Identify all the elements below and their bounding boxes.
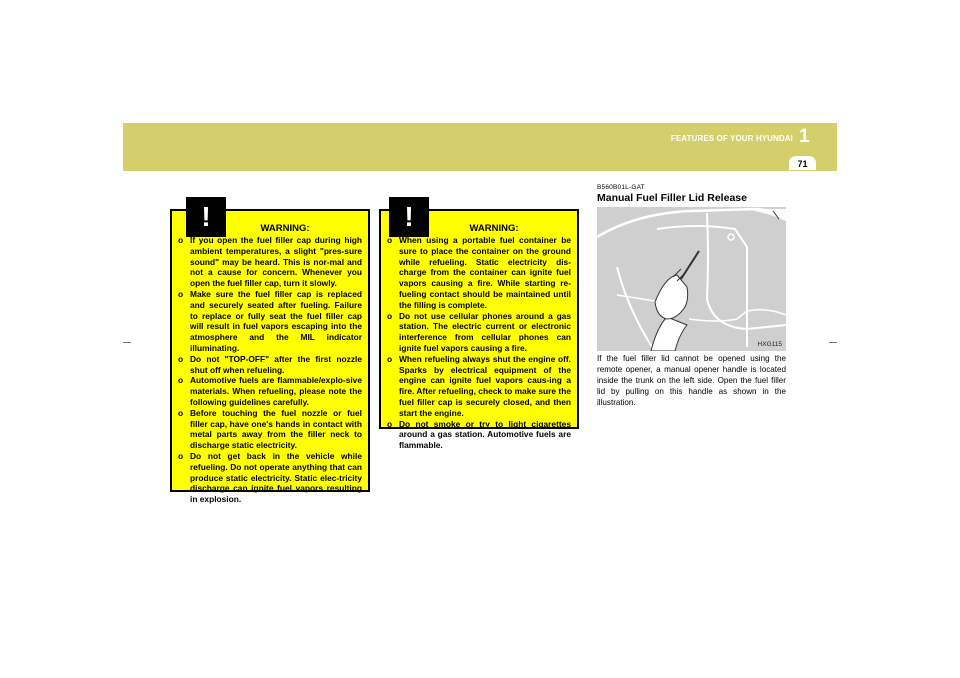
crop-mark-right	[829, 342, 837, 343]
warning-item-text: Do not use cellular phones around a gas station. The electric current or electronic interference from cellular phones can ignite fuel vapors causing a fire.	[399, 310, 571, 353]
section-title: FEATURES OF YOUR HYUNDAI	[670, 134, 793, 143]
bullet: o	[178, 450, 184, 461]
warning-item-text: When using a portable fuel container be sure to place the container on the ground while refueling. Static electricity dis-charge from the container can ignite fuel vapors causing a fire. While starting re-fueling contact should be maintained until the filling is complete.	[399, 235, 571, 310]
warning-item-text: Do not get back in the vehicle while refueling. Do not operate anything that can produce static electricity. Static elec-tricity discharge can ignite fuel vapors resulting in explosion.	[190, 450, 362, 505]
warning-item-text: Automotive fuels are flammable/explo-sive materials. When refueling, please note the following guidelines carefully.	[190, 375, 362, 407]
warning-item	[387, 311, 571, 354]
bullet: o	[178, 235, 184, 245]
bullet: o	[387, 235, 393, 245]
figure-label: HXG115	[757, 341, 782, 348]
section-body: If the fuel filler lid cannot be opened using the remote opener, a manual opener handle is located inside the trunk on the left side. Open the fuel filler lid by pulling on this handle as shown in the illustration.	[597, 354, 786, 407]
warning-icon: !	[389, 197, 429, 237]
warning-item-text: If you open the fuel filler cap during high ambient temperatures, a slight "pres-sure sound" may be heard. This is nor-mal and not a cause for concern. Whenever you open the fuel filler cap, turn it slowly.	[190, 235, 362, 289]
warning-item	[178, 375, 362, 407]
bullet: o	[178, 407, 184, 418]
bullet: o	[178, 375, 184, 386]
bullet: o	[178, 353, 184, 364]
warning-item	[387, 354, 571, 419]
warning-item-text: Do not smoke or try to light cigarettes around a gas station. Automotive fuels are flammable.	[399, 418, 571, 451]
section-heading: Manual Fuel Filler Lid Release	[597, 192, 747, 204]
section-number: 1	[799, 126, 810, 147]
crop-mark-left	[123, 342, 131, 343]
warning-item-text: When refueling always shut the engine off. Sparks by electrical equipment of the engine can ignite fuel vapors caus-ing a fire. After refueling, check to make sure the fuel filler cap is securely closed, and then start the engine.	[399, 353, 571, 418]
warning-box-right	[379, 201, 579, 451]
bullet: o	[387, 418, 393, 429]
warning-item	[178, 451, 362, 505]
bullet: o	[178, 288, 184, 299]
warning-item	[178, 354, 362, 376]
warning-title: WARNING:	[469, 223, 519, 234]
bullet: o	[387, 310, 393, 321]
section-code: B560B01L-GAT	[597, 184, 645, 191]
warning-title: WARNING:	[260, 223, 310, 234]
warning-item	[178, 235, 362, 289]
trunk-illustration	[597, 207, 786, 351]
warning-item	[387, 235, 571, 311]
header-band	[123, 123, 837, 171]
warning-item	[178, 289, 362, 354]
page-number: 71	[789, 156, 816, 170]
warning-item-text: Make sure the fuel filler cap is replaced and securely seated after fueling. Failure to replace or fully seat the fuel filler cap will result in fuel vapors escaping into the atmosphere and the MIL indicator illuminating.	[190, 288, 362, 353]
warning-item	[387, 419, 571, 451]
warning-box-left	[170, 201, 370, 505]
warning-item	[178, 408, 362, 451]
warning-list-left	[178, 235, 362, 505]
trunk-drawing	[597, 207, 786, 351]
warning-list-right	[387, 235, 571, 451]
bullet: o	[387, 353, 393, 364]
warning-item-text: Do not "TOP-OFF" after the first nozzle shut off when refueling.	[190, 353, 362, 375]
warning-item-text: Before touching the fuel nozzle or fuel filler cap, have one's hands in contact with metal parts away from the filler neck to discharge static electricity.	[190, 407, 362, 451]
warning-icon: !	[186, 197, 226, 237]
